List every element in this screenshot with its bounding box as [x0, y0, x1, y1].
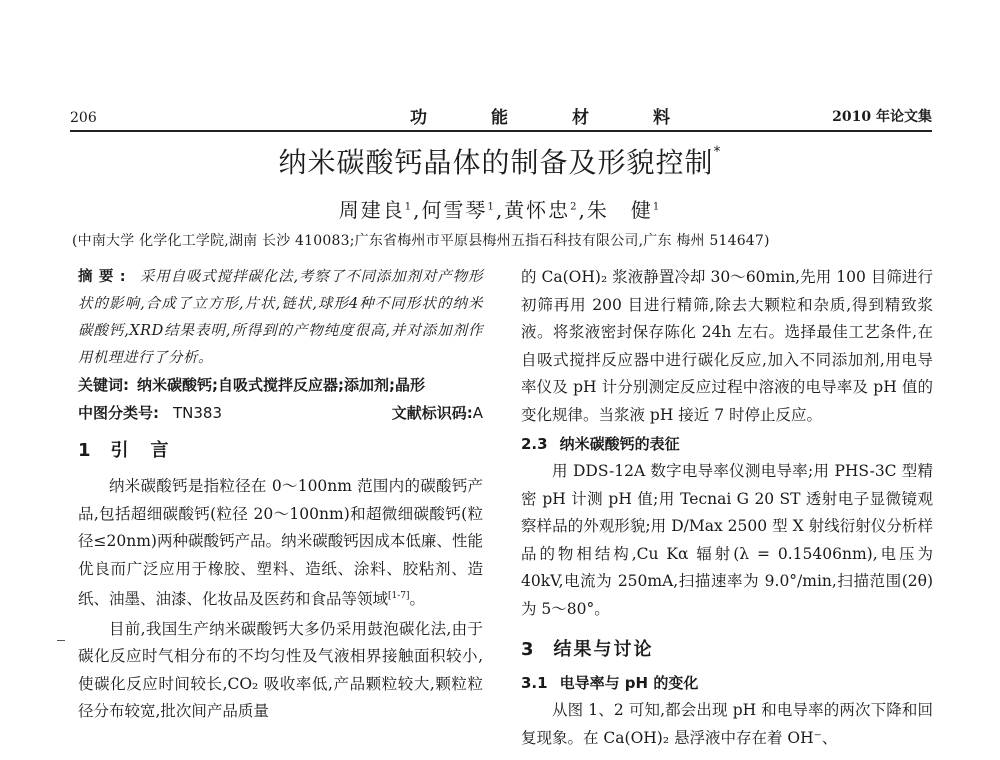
paragraph: 纳米碳酸钙是指粒径在 0～100nm 范围内的碳酸钙产品,包括超细碳酸钙(粒径 20～100nm)和超微细碳酸钙(粒径≤20nm)两种碳酸钙产品。纳米碳酸钙因成本低廉、性能优良而广泛应用于橡胶、塑料、造纸、涂料、胶粘剂、造纸、油墨、油漆、化妆品及医药和食品等领域[1-7]。 — [78, 477, 483, 609]
left-column — [78, 264, 483, 726]
clc-number: 中图分类号: TN383 — [78, 404, 223, 422]
abstract — [78, 264, 483, 372]
subsection-heading: 2.3 纳米碳酸钙的表征 — [521, 435, 680, 453]
paper-title — [0, 141, 1000, 181]
title-footnote-mark: * — [713, 143, 722, 160]
doc-code: 文献标识码:A — [391, 404, 483, 422]
abstract-label: 摘要: — [78, 269, 132, 285]
subsection-heading: 3.1 电导率与 pH 的变化 — [521, 674, 699, 692]
abstract-text: 采用自吸式搅拌碳化法,考察了不同添加剂对产物形状的影响,合成了立方形,片状,链状,球形4种不同形状的纳米碳酸钙,XRD结果表明,所得到的产物纯度很高,并对添加剂作用机理进行了分析。 — [78, 269, 483, 366]
header-rule — [70, 130, 932, 132]
classification-row — [78, 400, 483, 427]
keywords-text: 纳米碳酸钙;自吸式搅拌反应器;添加剂;晶形 — [137, 376, 425, 394]
author: 何雪琴$^1$ — [421, 198, 496, 222]
paper-title-text: 纳米碳酸钙晶体的制备及形貌控制 — [278, 146, 714, 179]
affiliation: (中南大学 化学化工学院,湖南 长沙 410083;广东省梅州市平原县梅州五指石科技有限公司,广东 梅州 514647) — [72, 233, 770, 249]
page-number: 206 — [70, 110, 97, 126]
keywords — [78, 372, 483, 399]
author: 周建良$^1$ — [338, 198, 414, 222]
section-heading-results: 3 结果与讨论 — [521, 639, 654, 660]
margin-mark — [57, 640, 65, 641]
journal-name: 功能材料 — [410, 108, 734, 128]
section-heading-intro: 1 引 言 — [78, 440, 171, 461]
right-column — [521, 264, 933, 752]
keywords-label: 关键词: — [78, 376, 129, 394]
author-list: 周建良$^1$,何雪琴$^1$,黄怀忠$^2$,朱 健$^1$ — [338, 198, 662, 222]
paragraph: 用 DDS-12A 数字电导率仪测电导率;用 PHS-3C 型精密 pH 计测 pH 值;用 Tecnai G 20 ST 透射电子显微镜观察样品的外观形貌;用 D/Max 2500 型 X 射线衍射仪分析样品的物相结构,Cu Kα 辐射(λ = 0.15406nm),电压为 40kV,电流为 250mA,扫描速率为 9.0°/min,扫描范围(2θ)为 5～80°。 — [521, 462, 933, 618]
citation: [1-7] — [388, 591, 410, 601]
paragraph: 目前,我国生产纳米碳酸钙大多仍采用鼓泡碳化法,由于碳化反应时气相分布的不均匀性及气液相界接触面积较小,使碳化反应时间较长,CO₂ 吸收率低,产品颗粒较大,颗粒粒径分布较宽,批次间产品质量 — [78, 619, 483, 721]
paragraph: 的 Ca(OH)₂ 浆液静置冷却 30～60min,先用 100 目筛进行初筛再用 200 目进行精筛,除去大颗粒和杂质,得到精致浆液。将浆液密封保存陈化 24h 左右。选择最佳工艺条件,在自吸式搅拌反应器中进行碳化反应,加入不同添加剂,用电导率仪及 pH 计分别测定反应过程中溶液的电导率及 pH 值的变化规律。当浆液 pH 接近 7 时停止反应。 — [521, 268, 933, 424]
running-header — [70, 104, 932, 128]
volume-label: 2010 年论文集 — [832, 109, 932, 125]
paragraph: 从图 1、2 可知,都会出现 pH 和电导率的两次下降和回复现象。在 Ca(OH)₂ 悬浮液中存在着 OH⁻、 — [521, 701, 933, 747]
author: 黄怀忠$^2$ — [504, 198, 579, 222]
author: 朱 健$^1$ — [586, 198, 662, 222]
